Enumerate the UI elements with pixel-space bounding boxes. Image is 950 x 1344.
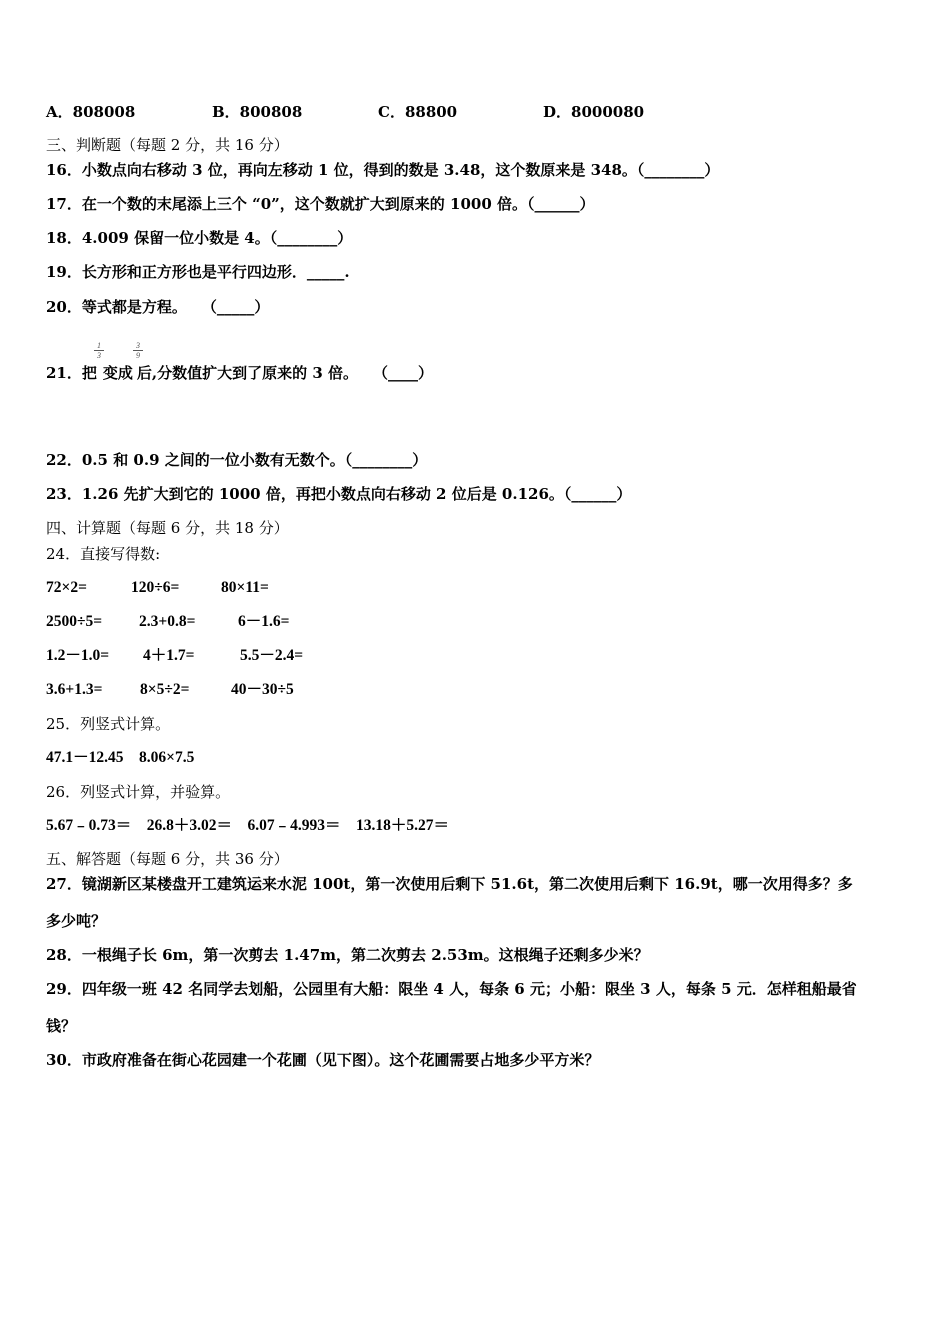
fraction-1-denominator: 3	[97, 351, 101, 360]
question-16: 16．小数点向右移动 3 位，再向左移动 1 位，得到的数是 3.48，这个数原来是 348。（________）	[46, 161, 720, 179]
calc-item: 72×2=	[46, 579, 87, 596]
section3-heading: 三、判断题（每题 2 分，共 16 分）	[46, 136, 289, 154]
question-19: 19．长方形和正方形也是平行四边形．_____.	[46, 263, 350, 281]
calc-item: 8×5÷2=	[140, 681, 190, 698]
calc-item: 80×11=	[221, 579, 269, 596]
question-27-line2: 多少吨？	[46, 912, 107, 930]
q26-items: 5.67﹣0.73＝ 26.8＋3.02＝ 6.07﹣4.993＝ 13.18＋5.27＝	[46, 817, 450, 834]
calc-item: 1.2－1.0=	[46, 647, 110, 664]
question-24: 24．直接写得数:	[46, 545, 161, 563]
question-26: 26．列竖式计算，并验算。	[46, 783, 231, 801]
question-29-line1: 29．四年级一班 42 名同学去划船，公园里有大船：限坐 4 人，每条 6 元；小船：限坐 3 人，每条 5 元．怎样租船最省	[46, 980, 857, 998]
calc-item: 5.5－2.4=	[240, 647, 304, 664]
question-27-line1: 27．镜湖新区某楼盘开工建筑运来水泥 100t，第一次使用后剩下 51.6t，第二次使用后剩下 16.9t，哪一次用得多？多	[46, 875, 853, 893]
option-b: B．800808	[212, 103, 303, 121]
section5-heading: 五、解答题（每题 6 分，共 36 分）	[46, 850, 289, 868]
fraction-1-numerator: 1	[94, 341, 104, 351]
calc-item: 40－30÷5	[231, 681, 294, 698]
fraction-2-numerator: 3	[133, 341, 143, 351]
question-17: 17．在一个数的末尾添上三个 “0”，这个数就扩大到原来的 1000 倍。（______）	[46, 195, 595, 213]
question-22: 22．0.5 和 0.9 之间的一位小数有无数个。（________）	[46, 451, 428, 469]
q25-items: 47.1－12.45 8.06×7.5	[46, 749, 195, 766]
q21-middle: 变成	[102, 364, 133, 382]
fraction-one-third	[94, 341, 104, 360]
calc-item: 2500÷5=	[46, 613, 103, 630]
calc-item: 120÷6=	[131, 579, 180, 596]
calc-item: 6－1.6=	[238, 613, 290, 630]
option-c: C．88800	[378, 103, 458, 121]
question-29-line2: 钱？	[46, 1017, 77, 1035]
question-28: 28．一根绳子长 6m，第一次剪去 1.47m，第二次剪去 2.53m。这根绳子还剩多少米？	[46, 946, 649, 964]
calc-item: 3.6+1.3=	[46, 681, 103, 698]
question-25: 25．列竖式计算。	[46, 715, 171, 733]
q21-suffix: 后,分数值扩大到了原来的 3 倍。 （____）	[136, 364, 433, 382]
question-21	[46, 363, 433, 383]
question-23: 23．1.26 先扩大到它的 1000 倍，再把小数点向右移动 2 位后是 0.126。（______）	[46, 485, 632, 503]
fraction-2-denominator: 9	[136, 351, 140, 360]
question-18: 18．4.009 保留一位小数是 4。（________）	[46, 229, 353, 247]
option-a: A．808008	[46, 103, 136, 121]
question-30: 30．市政府准备在街心花园建一个花圃（见下图）。这个花圃需要占地多少平方米？	[46, 1051, 600, 1069]
q21-prefix: 21．把	[46, 364, 97, 382]
calc-item: 4＋1.7=	[143, 647, 195, 664]
option-d: D．8000080	[543, 103, 645, 121]
calc-item: 2.3+0.8=	[139, 613, 196, 630]
section4-heading: 四、计算题（每题 6 分，共 18 分）	[46, 519, 289, 537]
question-20: 20．等式都是方程。 （_____）	[46, 298, 270, 316]
fraction-three-ninths	[133, 341, 143, 360]
